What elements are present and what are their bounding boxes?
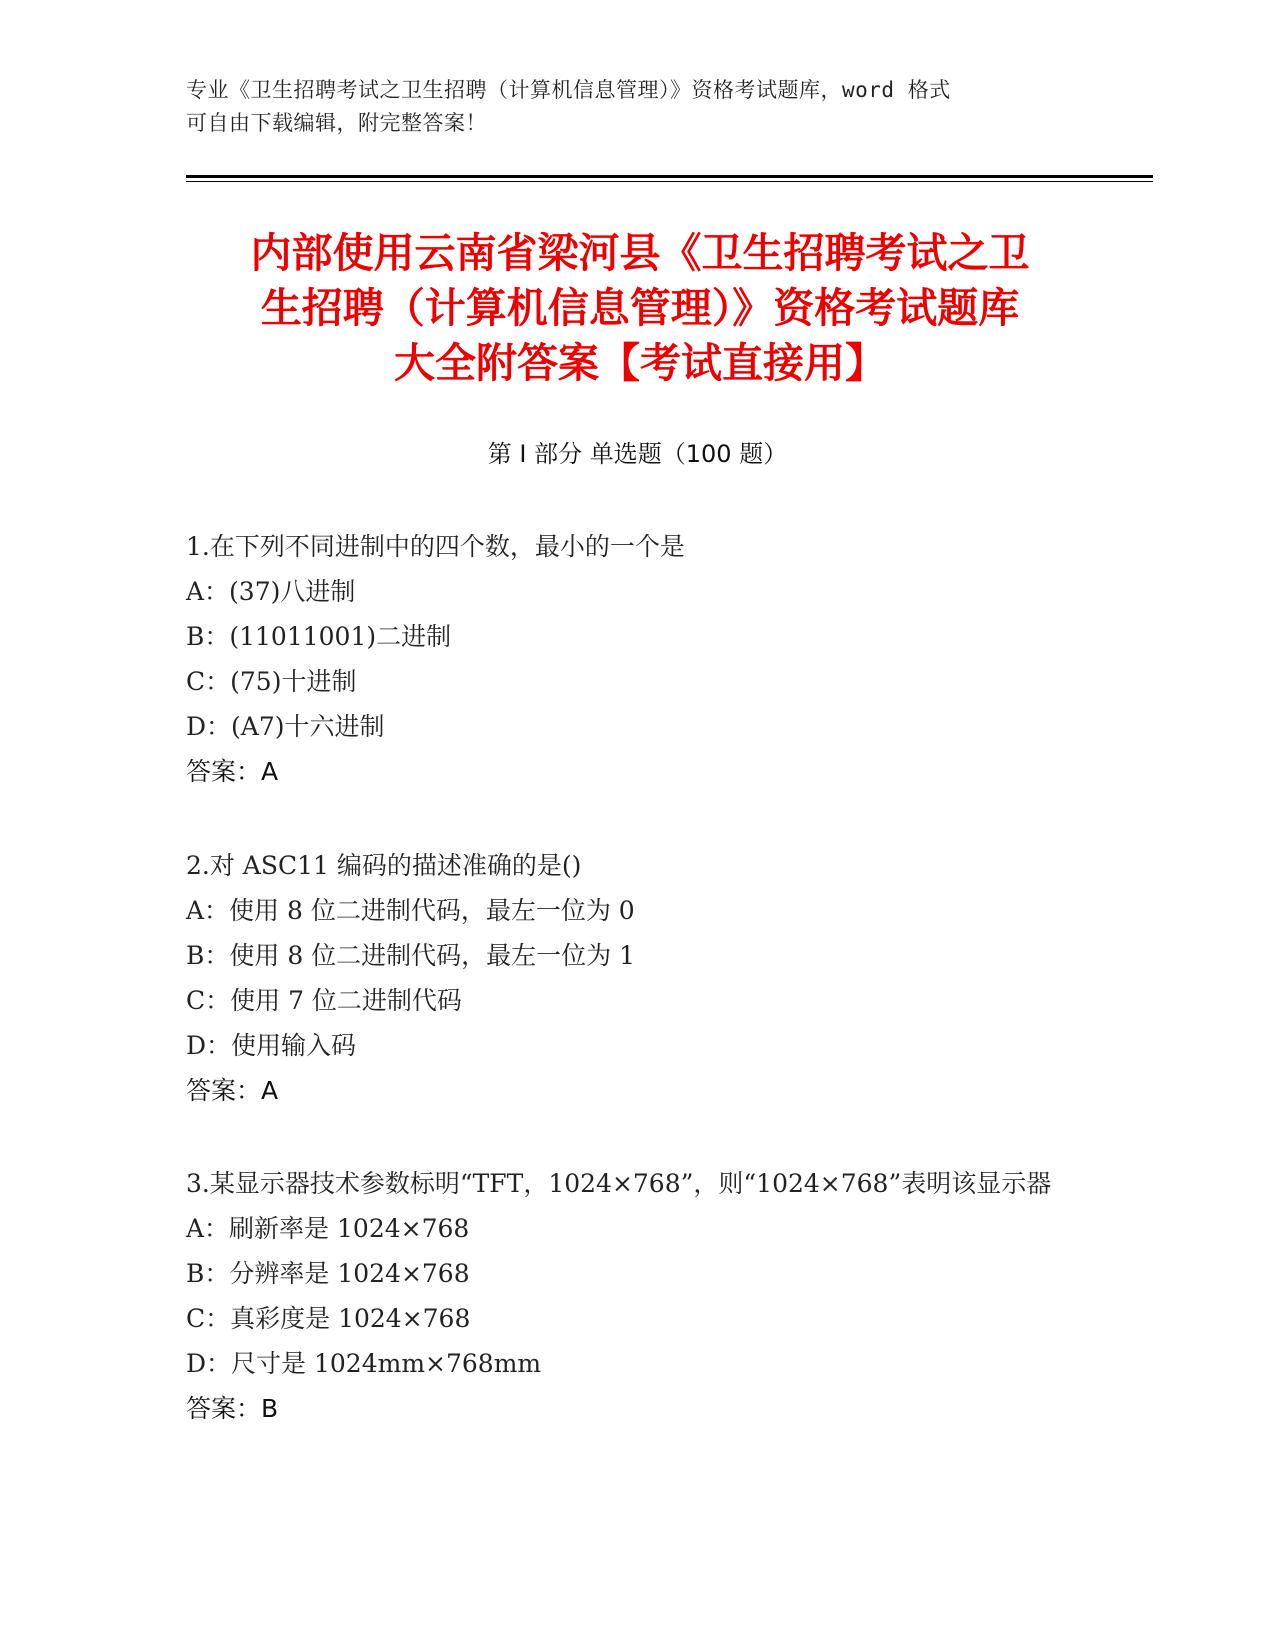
answer-label: 答案：A <box>186 1076 279 1105</box>
header-line-1: 专业《卫生招聘考试之卫生招聘（计算机信息管理）》资格考试题库，word 格式 <box>186 78 951 102</box>
option-d: D：使用输入码 <box>186 1031 357 1060</box>
header-line-2: 可自由下载编辑，附完整答案！ <box>186 111 487 135</box>
question-stem: 1.在下列不同进制中的四个数，最小的一个是 <box>186 532 685 561</box>
option-a: A：刷新率是 1024×768 <box>186 1214 470 1243</box>
option-b: B：(11011001)二进制 <box>186 622 452 651</box>
answer-label: 答案：A <box>186 757 279 786</box>
question-stem: 2.对 ASC11 编码的描述准确的是() <box>186 851 582 880</box>
header-rule-thick <box>186 175 1153 178</box>
option-c: C：真彩度是 1024×768 <box>186 1304 471 1333</box>
option-b: B：使用 8 位二进制代码，最左一位为 1 <box>186 941 636 970</box>
title-line-1: 内部使用云南省梁河县《卫生招聘考试之卫 <box>250 229 1030 277</box>
option-a: A：(37)八进制 <box>186 577 356 606</box>
document-title <box>190 226 1090 391</box>
option-c: C：使用 7 位二进制代码 <box>186 986 462 1015</box>
option-c: C：(75)十进制 <box>186 667 357 696</box>
question-stem: 3.某显示器技术参数标明“TFT，1024×768”，则“1024×768”表明该显示器 <box>186 1169 1052 1198</box>
answer-label: 答案：B <box>186 1394 279 1423</box>
question-block-1 <box>186 524 1086 794</box>
header-rule-thin <box>186 181 1153 182</box>
title-line-3: 大全附答案【考试直接用】 <box>394 339 886 387</box>
option-d: D：(A7)十六进制 <box>186 712 385 741</box>
option-b: B：分辨率是 1024×768 <box>186 1259 470 1288</box>
section-heading: 第 I 部分 单选题（100 题） <box>487 440 788 468</box>
title-line-2: 生招聘（计算机信息管理）》资格考试题库 <box>260 284 1020 332</box>
header-note <box>186 74 1086 140</box>
option-d: D：尺寸是 1024mm×768mm <box>186 1349 542 1378</box>
option-a: A：使用 8 位二进制代码，最左一位为 0 <box>186 896 635 925</box>
question-block-2 <box>186 843 1086 1113</box>
question-block-3 <box>186 1161 1086 1431</box>
